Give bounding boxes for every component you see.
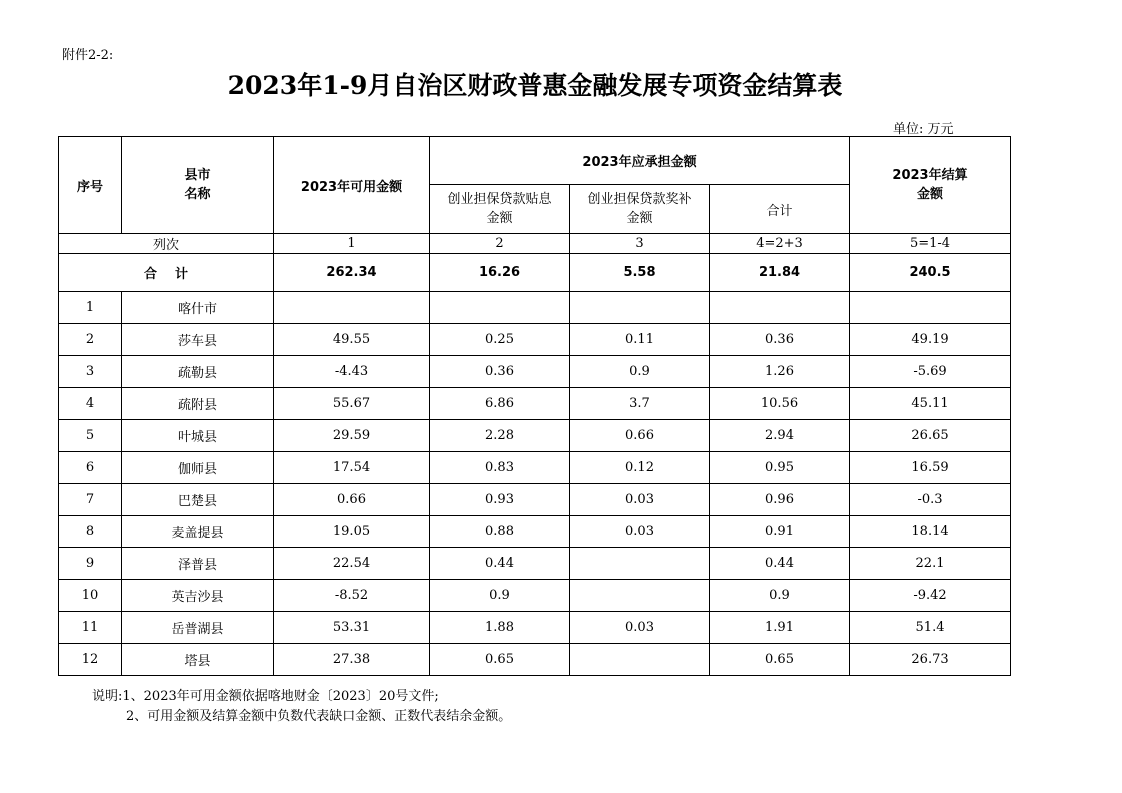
row-interest: 0.9 xyxy=(430,580,570,612)
row-county: 叶城县 xyxy=(122,420,274,452)
table-row xyxy=(59,420,1011,452)
row-settlement: -5.69 xyxy=(850,356,1011,388)
attachment-label: 附件2-2: xyxy=(62,48,114,63)
row-reward xyxy=(570,292,710,324)
header-settlement xyxy=(850,137,1011,234)
row-county: 疏勒县 xyxy=(122,356,274,388)
row-settlement: 49.19 xyxy=(850,324,1011,356)
row-reward: 0.03 xyxy=(570,484,710,516)
row-interest: 2.28 xyxy=(430,420,570,452)
row-settlement: 51.4 xyxy=(850,612,1011,644)
row-interest: 0.65 xyxy=(430,644,570,676)
row-seq: 1 xyxy=(59,292,122,324)
row-settlement: 26.65 xyxy=(850,420,1011,452)
unit-label: 单位: 万元 xyxy=(893,122,954,137)
row-reward xyxy=(570,580,710,612)
row-county: 英吉沙县 xyxy=(122,580,274,612)
table-row xyxy=(59,324,1011,356)
row-subtotal: 0.96 xyxy=(710,484,850,516)
column-index-3: 3 xyxy=(570,234,710,254)
row-reward: 0.66 xyxy=(570,420,710,452)
row-interest: 0.44 xyxy=(430,548,570,580)
row-reward: 0.03 xyxy=(570,612,710,644)
header-settlement-line2: 金额 xyxy=(917,187,944,202)
row-available: 29.59 xyxy=(274,420,430,452)
row-subtotal: 0.65 xyxy=(710,644,850,676)
total-settlement: 240.5 xyxy=(850,254,1011,292)
table-row xyxy=(59,388,1011,420)
row-available: 0.66 xyxy=(274,484,430,516)
row-seq: 8 xyxy=(59,516,122,548)
row-reward: 0.03 xyxy=(570,516,710,548)
row-subtotal: 0.36 xyxy=(710,324,850,356)
row-subtotal: 0.9 xyxy=(710,580,850,612)
row-seq: 7 xyxy=(59,484,122,516)
row-seq: 4 xyxy=(59,388,122,420)
row-seq: 10 xyxy=(59,580,122,612)
column-index-label: 列次 xyxy=(59,234,274,254)
row-interest: 0.25 xyxy=(430,324,570,356)
table-row xyxy=(59,580,1011,612)
row-county: 巴楚县 xyxy=(122,484,274,516)
row-county: 喀什市 xyxy=(122,292,274,324)
header-obligation-group: 2023年应承担金额 xyxy=(430,137,850,185)
row-county: 莎车县 xyxy=(122,324,274,356)
row-available: -8.52 xyxy=(274,580,430,612)
total-row xyxy=(59,254,1011,292)
row-available: 55.67 xyxy=(274,388,430,420)
row-county: 麦盖提县 xyxy=(122,516,274,548)
row-available: 19.05 xyxy=(274,516,430,548)
total-available: 262.34 xyxy=(274,254,430,292)
row-settlement xyxy=(850,292,1011,324)
row-subtotal: 1.26 xyxy=(710,356,850,388)
row-county: 泽普县 xyxy=(122,548,274,580)
header-county-line2: 名称 xyxy=(184,187,211,202)
row-interest: 0.36 xyxy=(430,356,570,388)
table-row xyxy=(59,612,1011,644)
column-index-1: 1 xyxy=(274,234,430,254)
header-county-line1: 县市 xyxy=(184,168,211,183)
row-interest: 0.83 xyxy=(430,452,570,484)
column-index-5: 5=1-4 xyxy=(850,234,1011,254)
row-seq: 11 xyxy=(59,612,122,644)
row-seq: 12 xyxy=(59,644,122,676)
row-settlement: 22.1 xyxy=(850,548,1011,580)
row-settlement: 45.11 xyxy=(850,388,1011,420)
row-subtotal xyxy=(710,292,850,324)
header-interest-line1: 创业担保贷款贴息 xyxy=(447,192,552,207)
total-interest: 16.26 xyxy=(430,254,570,292)
table-row xyxy=(59,484,1011,516)
row-county: 岳普湖县 xyxy=(122,612,274,644)
row-settlement: -0.3 xyxy=(850,484,1011,516)
page-title: 2023年1-9月自治区财政普惠金融发展专项资金结算表 xyxy=(227,71,843,100)
note-line-2: 2、可用金额及结算金额中负数代表缺口金额、正数代表结余金额。 xyxy=(126,709,512,724)
row-subtotal: 1.91 xyxy=(710,612,850,644)
row-subtotal: 10.56 xyxy=(710,388,850,420)
row-available xyxy=(274,292,430,324)
row-interest: 0.88 xyxy=(430,516,570,548)
row-reward xyxy=(570,644,710,676)
row-seq: 6 xyxy=(59,452,122,484)
row-reward: 0.12 xyxy=(570,452,710,484)
row-settlement: 18.14 xyxy=(850,516,1011,548)
row-subtotal: 2.94 xyxy=(710,420,850,452)
row-seq: 5 xyxy=(59,420,122,452)
row-available: 49.55 xyxy=(274,324,430,356)
row-county: 塔县 xyxy=(122,644,274,676)
notes xyxy=(92,687,511,727)
row-available: 22.54 xyxy=(274,548,430,580)
row-settlement: 26.73 xyxy=(850,644,1011,676)
row-seq: 9 xyxy=(59,548,122,580)
row-interest: 1.88 xyxy=(430,612,570,644)
table-row xyxy=(59,548,1011,580)
row-reward: 0.11 xyxy=(570,324,710,356)
row-seq: 3 xyxy=(59,356,122,388)
row-reward: 0.9 xyxy=(570,356,710,388)
row-subtotal: 0.44 xyxy=(710,548,850,580)
row-available: 53.31 xyxy=(274,612,430,644)
row-interest: 6.86 xyxy=(430,388,570,420)
row-reward xyxy=(570,548,710,580)
table-row xyxy=(59,356,1011,388)
settlement-table xyxy=(58,136,1011,676)
row-subtotal: 0.95 xyxy=(710,452,850,484)
note-line-1: 说明:1、2023年可用金额依据喀地财金〔2023〕20号文件; xyxy=(92,689,439,704)
header-reward-line2: 金额 xyxy=(626,211,653,226)
total-subtotal: 21.84 xyxy=(710,254,850,292)
row-available: -4.43 xyxy=(274,356,430,388)
row-available: 17.54 xyxy=(274,452,430,484)
table-row xyxy=(59,516,1011,548)
header-reward-line1: 创业担保贷款奖补 xyxy=(587,192,692,207)
header-subtotal: 合计 xyxy=(710,185,850,234)
total-label: 合 计 xyxy=(59,254,274,292)
header-settlement-line1: 2023年结算 xyxy=(892,168,968,183)
header-county xyxy=(122,137,274,234)
row-seq: 2 xyxy=(59,324,122,356)
row-reward: 3.7 xyxy=(570,388,710,420)
table-row xyxy=(59,452,1011,484)
header-seq: 序号 xyxy=(59,137,122,234)
row-interest: 0.93 xyxy=(430,484,570,516)
row-county: 疏附县 xyxy=(122,388,274,420)
column-index-2: 2 xyxy=(430,234,570,254)
table-row xyxy=(59,644,1011,676)
header-interest xyxy=(430,185,570,234)
table-row xyxy=(59,292,1011,324)
row-settlement: -9.42 xyxy=(850,580,1011,612)
row-subtotal: 0.91 xyxy=(710,516,850,548)
row-settlement: 16.59 xyxy=(850,452,1011,484)
total-reward: 5.58 xyxy=(570,254,710,292)
header-reward xyxy=(570,185,710,234)
row-interest xyxy=(430,292,570,324)
header-available: 2023年可用金额 xyxy=(274,137,430,234)
row-available: 27.38 xyxy=(274,644,430,676)
column-index-4: 4=2+3 xyxy=(710,234,850,254)
header-interest-line2: 金额 xyxy=(486,211,513,226)
row-county: 伽师县 xyxy=(122,452,274,484)
